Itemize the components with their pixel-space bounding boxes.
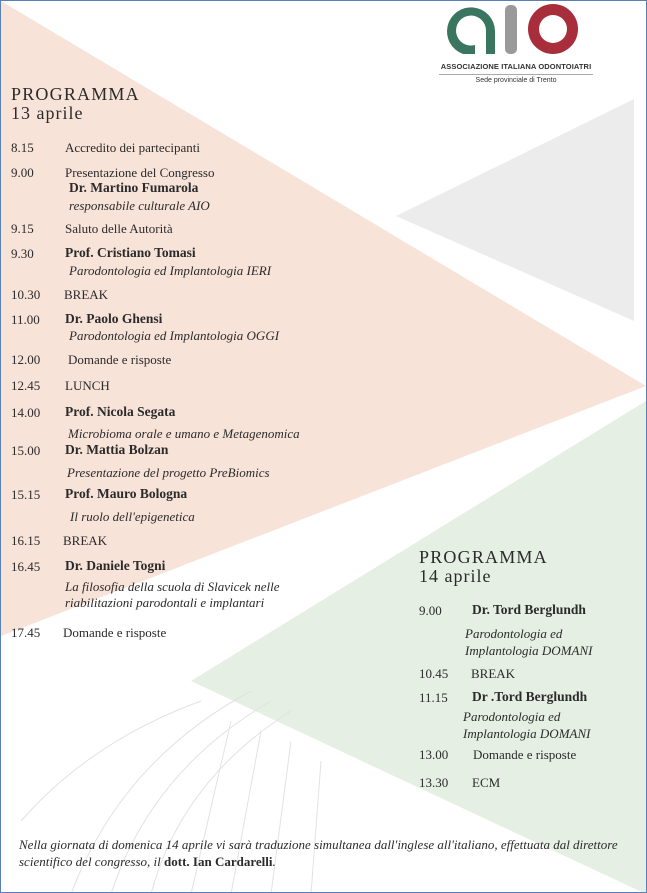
time: 13.00 xyxy=(419,747,449,762)
speaker-name: Dr .Tord Berglundh xyxy=(472,689,588,704)
time: 17.45 xyxy=(11,625,41,640)
day1-heading xyxy=(11,85,140,123)
event-text: BREAK xyxy=(63,533,108,548)
event-text: Domande e risposte xyxy=(68,352,172,367)
day1-title: PROGRAMMA xyxy=(11,84,140,104)
time: 12.45 xyxy=(11,378,41,393)
speaker-name: Prof. Nicola Segata xyxy=(65,404,176,419)
time: 15.15 xyxy=(11,487,41,502)
talk-topic: La filosofia della scuola di Slavicek nelle xyxy=(65,579,280,594)
event-text: Presentazione del Congresso xyxy=(65,165,215,180)
talk-topic: Microbioma orale e umano e Metagenomica xyxy=(68,426,300,441)
talk-topic-line2: riabilitazioni parodontali e implantari xyxy=(65,595,265,610)
time: 15.00 xyxy=(11,443,41,458)
footer-end: . xyxy=(272,854,276,869)
talk-topic: Il ruolo dell'epigenetica xyxy=(70,509,195,524)
footer-text: Nella giornata di domenica 14 aprile vi sarà traduzione simultanea dall'inglese all'italiano, effettuata dal direttore scientifico del congresso, il xyxy=(19,837,618,869)
event-text: LUNCH xyxy=(65,378,110,393)
event-text: Accredito dei partecipanti xyxy=(65,140,200,155)
time: 8.15 xyxy=(11,140,34,155)
talk-topic-line2: Implantologia DOMANI xyxy=(465,643,593,658)
event-text: BREAK xyxy=(471,666,516,681)
logo-org-name: ASSOCIAZIONE ITALIANA ODONTOIATRI xyxy=(440,62,592,71)
talk-topic: responsabile culturale AIO xyxy=(69,198,210,213)
speaker-name: Dr. Daniele Togni xyxy=(65,558,166,573)
event-text: BREAK xyxy=(64,287,109,302)
talk-topic: Parodontologia ed Implantologia IERI xyxy=(69,263,272,278)
speaker-name: Dr. Mattia Bolzan xyxy=(65,442,169,457)
time: 9.00 xyxy=(419,603,442,618)
time: 9.15 xyxy=(11,221,34,236)
time: 11.00 xyxy=(11,312,40,327)
time: 13.30 xyxy=(419,775,449,790)
day1-date: 13 aprile xyxy=(11,103,84,123)
time: 12.00 xyxy=(11,352,41,367)
time: 9.30 xyxy=(11,246,34,261)
logo-sede: Sede provinciale di Trento xyxy=(475,77,557,84)
time: 16.15 xyxy=(11,533,41,548)
speaker-name: Dr. Tord Berglundh xyxy=(472,602,586,617)
day2-title: PROGRAMMA xyxy=(419,547,548,567)
footer-translator-name: dott. Ian Cardarelli xyxy=(164,854,273,869)
talk-topic: Parodontologia ed xyxy=(463,709,561,724)
speaker-name: Prof. Mauro Bologna xyxy=(65,486,188,501)
day2-heading xyxy=(419,548,548,586)
day2-date: 14 aprile xyxy=(419,566,492,586)
aio-logo-mark xyxy=(431,1,601,61)
time: 10.45 xyxy=(419,666,449,681)
speaker-name: Prof. Cristiano Tomasi xyxy=(65,245,196,260)
talk-topic: Parodontologia ed Implantologia OGGI xyxy=(69,328,280,343)
translation-note xyxy=(19,836,629,870)
event-text: ECM xyxy=(472,775,501,790)
time: 10.30 xyxy=(11,287,41,302)
time: 11.15 xyxy=(419,690,448,705)
time: 14.00 xyxy=(11,405,41,420)
time: 9.00 xyxy=(11,165,34,180)
time: 16.45 xyxy=(11,559,41,574)
event-text: Domande e risposte xyxy=(473,747,577,762)
talk-topic: Parodontologia ed xyxy=(465,626,563,641)
speaker-name: Dr. Martino Fumarola xyxy=(69,180,199,195)
aio-logo xyxy=(431,1,601,91)
speaker-name: Dr. Paolo Ghensi xyxy=(65,311,163,326)
event-text: Saluto delle Autorità xyxy=(65,221,173,236)
talk-topic: Presentazione del progetto PreBiomics xyxy=(67,465,270,480)
event-text: Domande e risposte xyxy=(63,625,167,640)
talk-topic-line2: Implantologia DOMANI xyxy=(463,726,591,741)
logo-divider xyxy=(439,74,593,75)
